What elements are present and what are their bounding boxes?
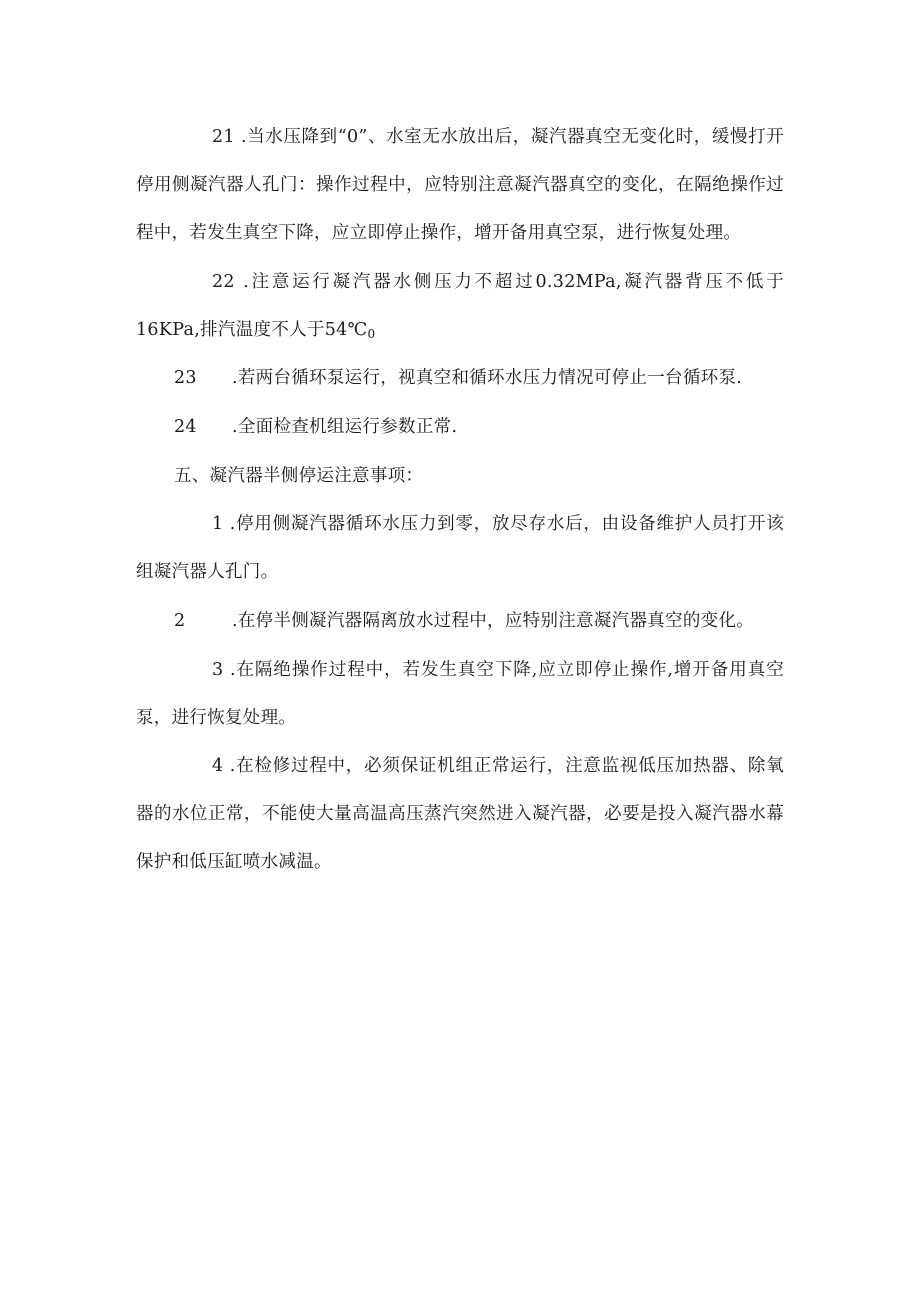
item-text: .当水压降到“0”、水室无水放出后，凝汽器真空无变化时，缓慢打开停用侧凝汽器人孔门：操作过程中，应特别注意凝汽器真空的变化，在隔绝操作过程中，若发生真空下降，应立即停止操作，增开备用真空泵，进行恢复处理。	[136, 127, 784, 243]
item-number: 22	[212, 272, 235, 292]
paragraph-item-23	[136, 354, 784, 402]
item-number: 2	[174, 611, 186, 631]
item-text: .在检修过程中，必须保证机组正常运行，注意监视低压加热器、除氧器的水位正常，不能使大量高温高压蒸汽突然进入凝汽器，必要是投入凝汽器水幕保护和低压缸喷水减温。	[136, 756, 784, 872]
item-text: .若两台循环泵运行，视真空和循环水压力情况可停止一台循环泵.	[232, 368, 743, 388]
paragraph-item-22	[136, 258, 784, 358]
item-text: .注意运行凝汽器水侧压力不超过0.32MPa,凝汽器背压不低于16KPa,排汽温度不人于54℃	[136, 272, 784, 340]
item-text: .停用侧凝汽器循环水压力到零，放尽存水后，由设备维护人员打开该组凝汽器人孔门。	[136, 514, 784, 582]
section-item-1	[136, 500, 784, 596]
item-number: 1	[212, 514, 224, 534]
item-number: 4	[212, 756, 224, 776]
section-item-4	[136, 742, 784, 886]
section-item-3	[136, 646, 784, 742]
item-text: .在停半侧凝汽器隔离放水过程中，应特别注意凝汽器真空的变化。	[232, 611, 755, 631]
paragraph-item-21	[136, 113, 784, 257]
item-number: 23	[174, 368, 197, 388]
item-number: 3	[212, 660, 224, 680]
item-text: .在隔绝操作过程中，若发生真空下降,应立即停止操作,增开备用真空泵，进行恢复处理。	[136, 660, 784, 728]
item-text: .全面检查机组运行参数正常.	[232, 417, 458, 437]
section-heading: 五、凝汽器半侧停运注意事项：	[174, 466, 424, 486]
section-item-2	[136, 597, 784, 645]
item-suffix: 0	[367, 327, 376, 341]
item-number: 21	[212, 127, 235, 147]
paragraph-item-24	[136, 403, 784, 451]
item-number: 24	[174, 417, 197, 437]
